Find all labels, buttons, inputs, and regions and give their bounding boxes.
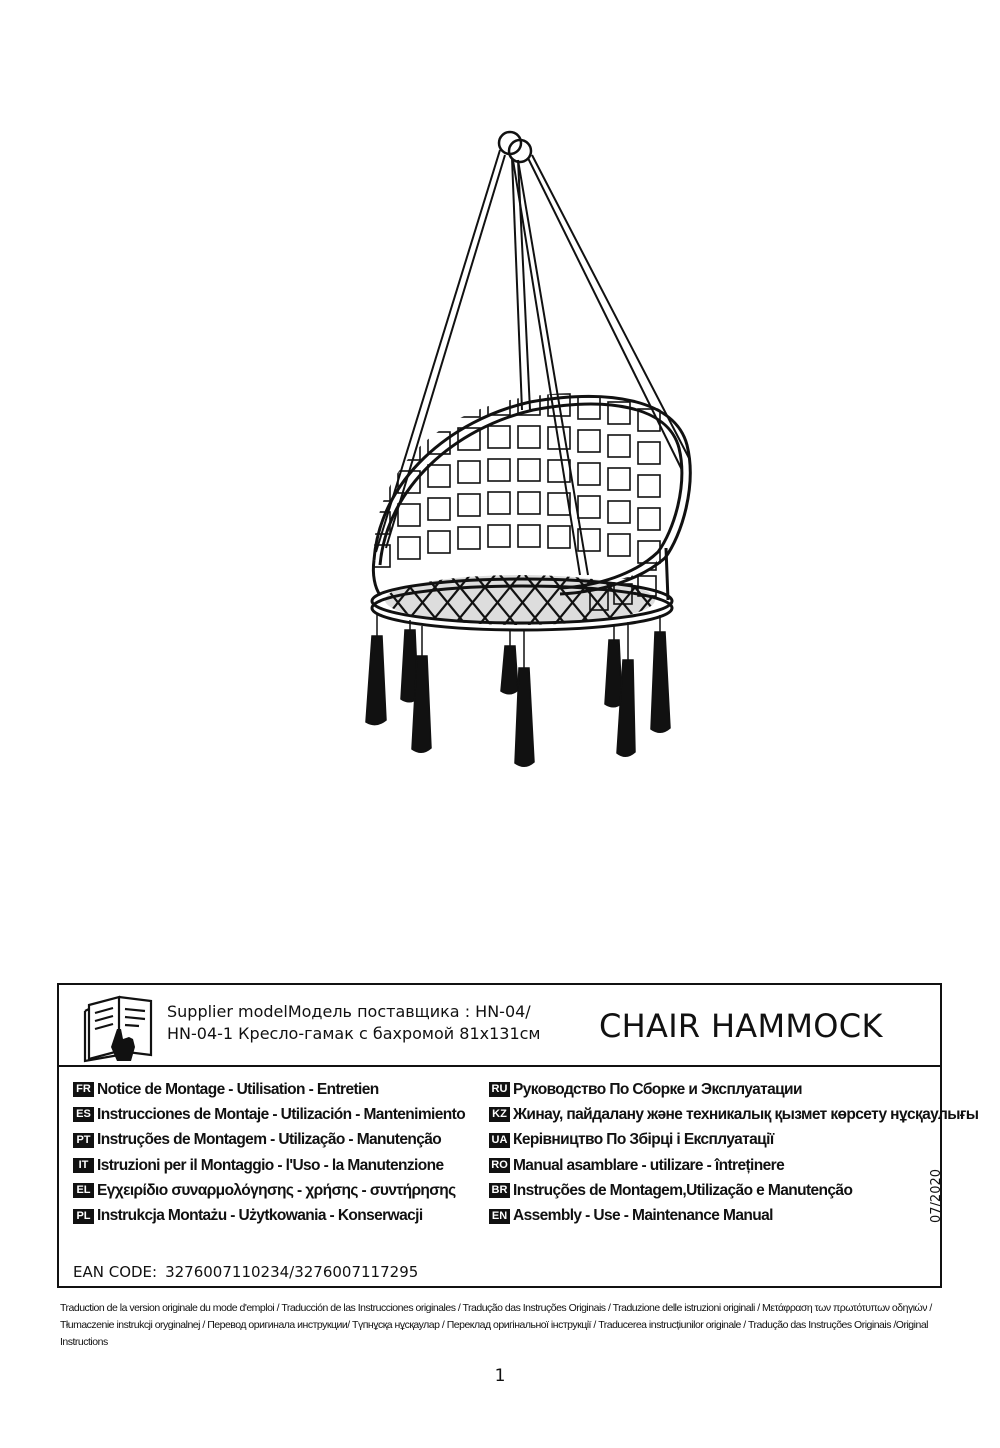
fringe-tassels [366, 614, 670, 766]
language-item-el [73, 1178, 465, 1203]
product-title: CHAIR HAMMOCK [599, 1007, 883, 1045]
language-title: Istruzioni per il Montaggio - l'Uso - la Manutenzione [97, 1156, 444, 1174]
page-number: 1 [494, 1366, 506, 1386]
language-code-badge: FR [73, 1082, 94, 1097]
language-code-badge: EL [73, 1183, 94, 1198]
language-title: Instrucciones de Montaje - Utilización - Mantenimiento [97, 1105, 466, 1123]
hanging-ropes [376, 150, 690, 575]
ean-label: EAN CODE: [73, 1263, 158, 1281]
language-code-badge: RU [489, 1082, 510, 1097]
language-item-ru [489, 1077, 978, 1102]
language-list-right [489, 1077, 978, 1229]
supplier-model [167, 1001, 587, 1045]
language-code-badge: RO [489, 1158, 510, 1173]
translation-note: Traduction de la version originale du mode d'emploi / Traducción de las Instrucciones originales / Tradução das Instruções Originais / Traduzione delle istruzioni originali / Μετάφραση των πρωτότυπων οδηγιών / Tłumaczenie instrukcji oryginalnej / Перевод оригинала инструкции/ Түпнұсқа нұсқаулар / Переклад оригінальної інструкції / Traducerea instrucțiunilor originale / Tradução das Instruções Originais /Original Instructions [60, 1302, 932, 1348]
language-item-fr [73, 1077, 465, 1102]
language-code-badge: BR [489, 1183, 510, 1198]
language-title: Instruções de Montagem,Utilização e Manutenção [513, 1181, 853, 1199]
ean-value: 3276007110234/3276007117295 [165, 1263, 419, 1281]
instruction-book-icon [81, 989, 161, 1065]
product-header [59, 985, 940, 1067]
language-title: Руководство По Сборке и Эксплуатации [513, 1080, 802, 1098]
ean-code [73, 1263, 418, 1281]
language-code-badge: UA [489, 1133, 510, 1148]
language-item-ro [489, 1153, 978, 1178]
language-title: Manual asamblare - utilizare - întreținere [513, 1156, 785, 1174]
language-item-pl [73, 1203, 465, 1228]
supplier-model-line-1: Supplier modelМодель поставщика : HN-04/ [167, 1002, 531, 1021]
language-title: Notice de Montage - Utilisation - Entretien [97, 1080, 379, 1098]
language-item-br [489, 1178, 978, 1203]
back-mesh [368, 393, 660, 567]
language-item-pt [73, 1128, 465, 1153]
language-title: Керівництво По Збірці і Експлуатації [513, 1131, 774, 1149]
language-title: Instruções de Montagem - Utilização - Manutenção [97, 1131, 442, 1149]
language-code-badge: PL [73, 1209, 94, 1224]
language-list-left [73, 1077, 465, 1229]
language-code-badge: PT [73, 1133, 94, 1148]
language-code-badge: EN [489, 1209, 510, 1224]
product-info-box [57, 983, 979, 1288]
language-item-es [73, 1102, 465, 1127]
language-code-badge: IT [73, 1158, 94, 1173]
supplier-model-line-2: HN-04-1 Кресло-гамак с бахромой 81x131см [167, 1024, 541, 1043]
language-title: Εγχειρίδιο συναρμολόγησης - χρήσης - συντήρησης [97, 1181, 456, 1199]
language-title: Assembly - Use - Maintenance Manual [513, 1207, 773, 1225]
language-code-badge: ES [73, 1107, 94, 1122]
language-title: Жинау, пайдалану және техникалық қызмет көрсету нұсқаулығы [513, 1105, 979, 1123]
publication-date: 07/2020 [929, 1168, 944, 1223]
language-item-en [489, 1203, 978, 1228]
language-item-it [73, 1153, 465, 1178]
chair-hammock-illustration [330, 120, 710, 780]
language-item-ua [489, 1128, 978, 1153]
language-code-badge: KZ [489, 1107, 510, 1122]
language-title: Instrukcja Montażu - Użytkowania - Konserwacji [97, 1207, 423, 1225]
language-item-kz [489, 1102, 978, 1127]
